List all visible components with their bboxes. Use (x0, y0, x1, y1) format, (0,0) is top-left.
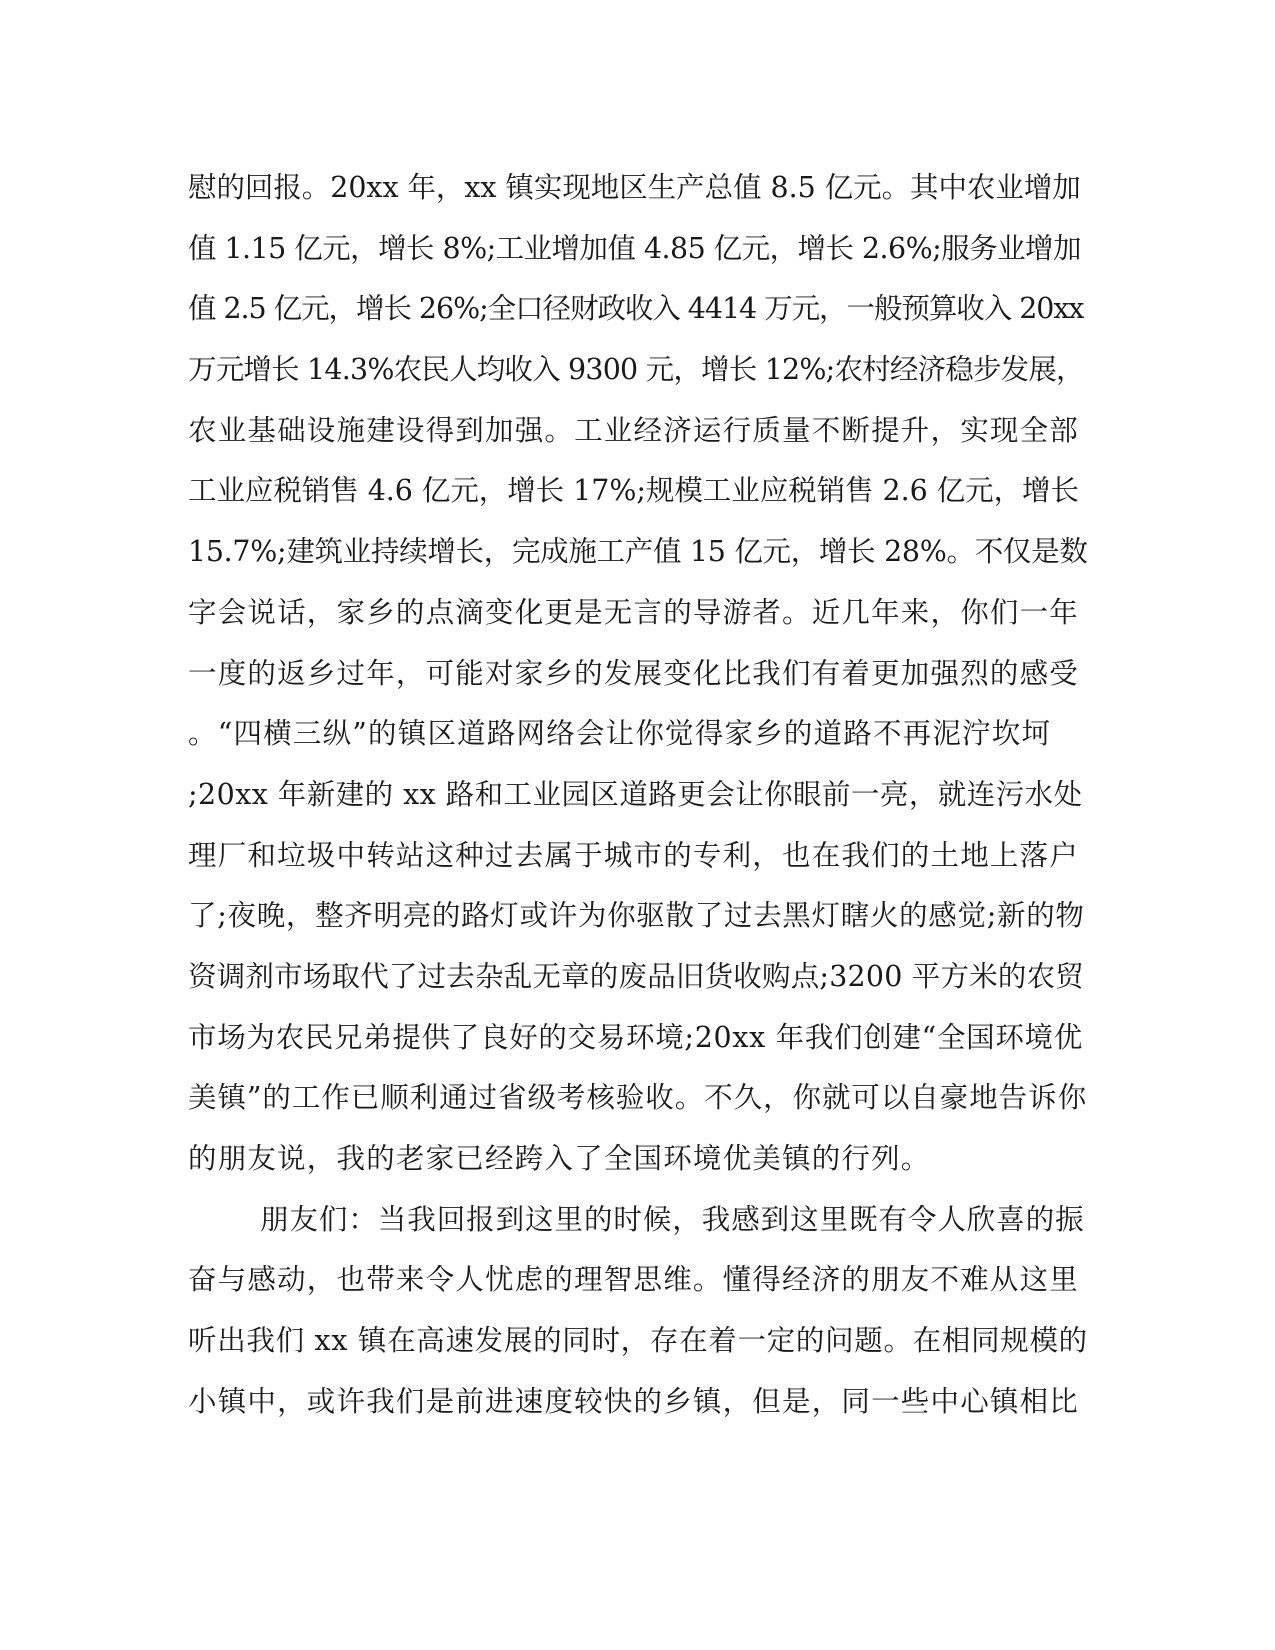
text-line: 的朋友说，我的老家已经跨入了全国环境优美镇的行列。 (188, 1142, 931, 1175)
text-line: 小镇中，或许我们是前进速度较快的乡镇，但是，同一些中心镇相比 (188, 1384, 1080, 1418)
text-line: 字会说话，家乡的点滴变化更是无言的导游者。近几年来，你们一年 (188, 595, 1080, 629)
text-line: 万元增长 14.3%农民人均收入 9300 元，增长 12%;农村经济稳步发展， (188, 353, 1084, 387)
text-line: 了;夜晚，整齐明亮的路灯或许为你驱散了过去黑灯瞎火的感觉;新的物 (188, 899, 1085, 933)
text-line: 理厂和垃圾中转站这种过去属于城市的专利，也在我们的土地上落户 (188, 838, 1080, 872)
text-line: 值 2.5 亿元，增长 26%;全口径财政收入 4414 万元，一般预算收入 20xx (188, 292, 1084, 326)
text-line: 美镇”的工作已顺利通过省级考核验收。不久，你就可以自豪地告诉你 (188, 1081, 1088, 1115)
text-line: 一度的返乡过年，可能对家乡的发展变化比我们有着更加强烈的感受 (188, 656, 1080, 690)
text-line: 奋与感动，也带来令人忧虑的理智思维。懂得经济的朋友不难从这里 (188, 1263, 1080, 1297)
text-line: 工业应税销售 4.6 亿元，增长 17%;规模工业应税销售 2.6 亿元，增长 (188, 474, 1079, 508)
text-line: 值 1.15 亿元，增长 8%;工业增加值 4.85 亿元，增长 2.6%;服务业增加 (188, 231, 1081, 265)
body-text (188, 158, 1088, 1432)
paragraph-start-line: 朋友们：当我回报到这里的时候，我感到这里既有令人欣喜的振 (260, 1202, 1085, 1236)
text-line: 资调剂市场取代了过去杂乱无章的废品旧货收购点;3200 平方米的农贸 (188, 959, 1084, 993)
text-line: 15.7%;建筑业持续增长，完成施工产值 15 亿元，增长 28%。不仅是数 (188, 535, 1088, 569)
text-line: 听出我们 xx 镇在高速发展的同时，存在着一定的问题。在相同规模的 (188, 1324, 1088, 1358)
text-line: 。“四横三纵”的镇区道路网络会让你觉得家乡的道路不再泥泞坎坷 (188, 717, 1052, 751)
text-line: 农业基础设施建设得到加强。工业经济运行质量不断提升，实现全部 (188, 413, 1080, 447)
text-line: 市场为农民兄弟提供了良好的交易环境;20xx 年我们创建“全国环境优 (188, 1020, 1083, 1054)
text-line: ;20xx 年新建的 xx 路和工业园区道路更会让你眼前一亮，就连污水处 (188, 777, 1083, 811)
text-line: 慰的回报。20xx 年，xx 镇实现地区生产总值 8.5 亿元。其中农业增加 (188, 171, 1081, 204)
